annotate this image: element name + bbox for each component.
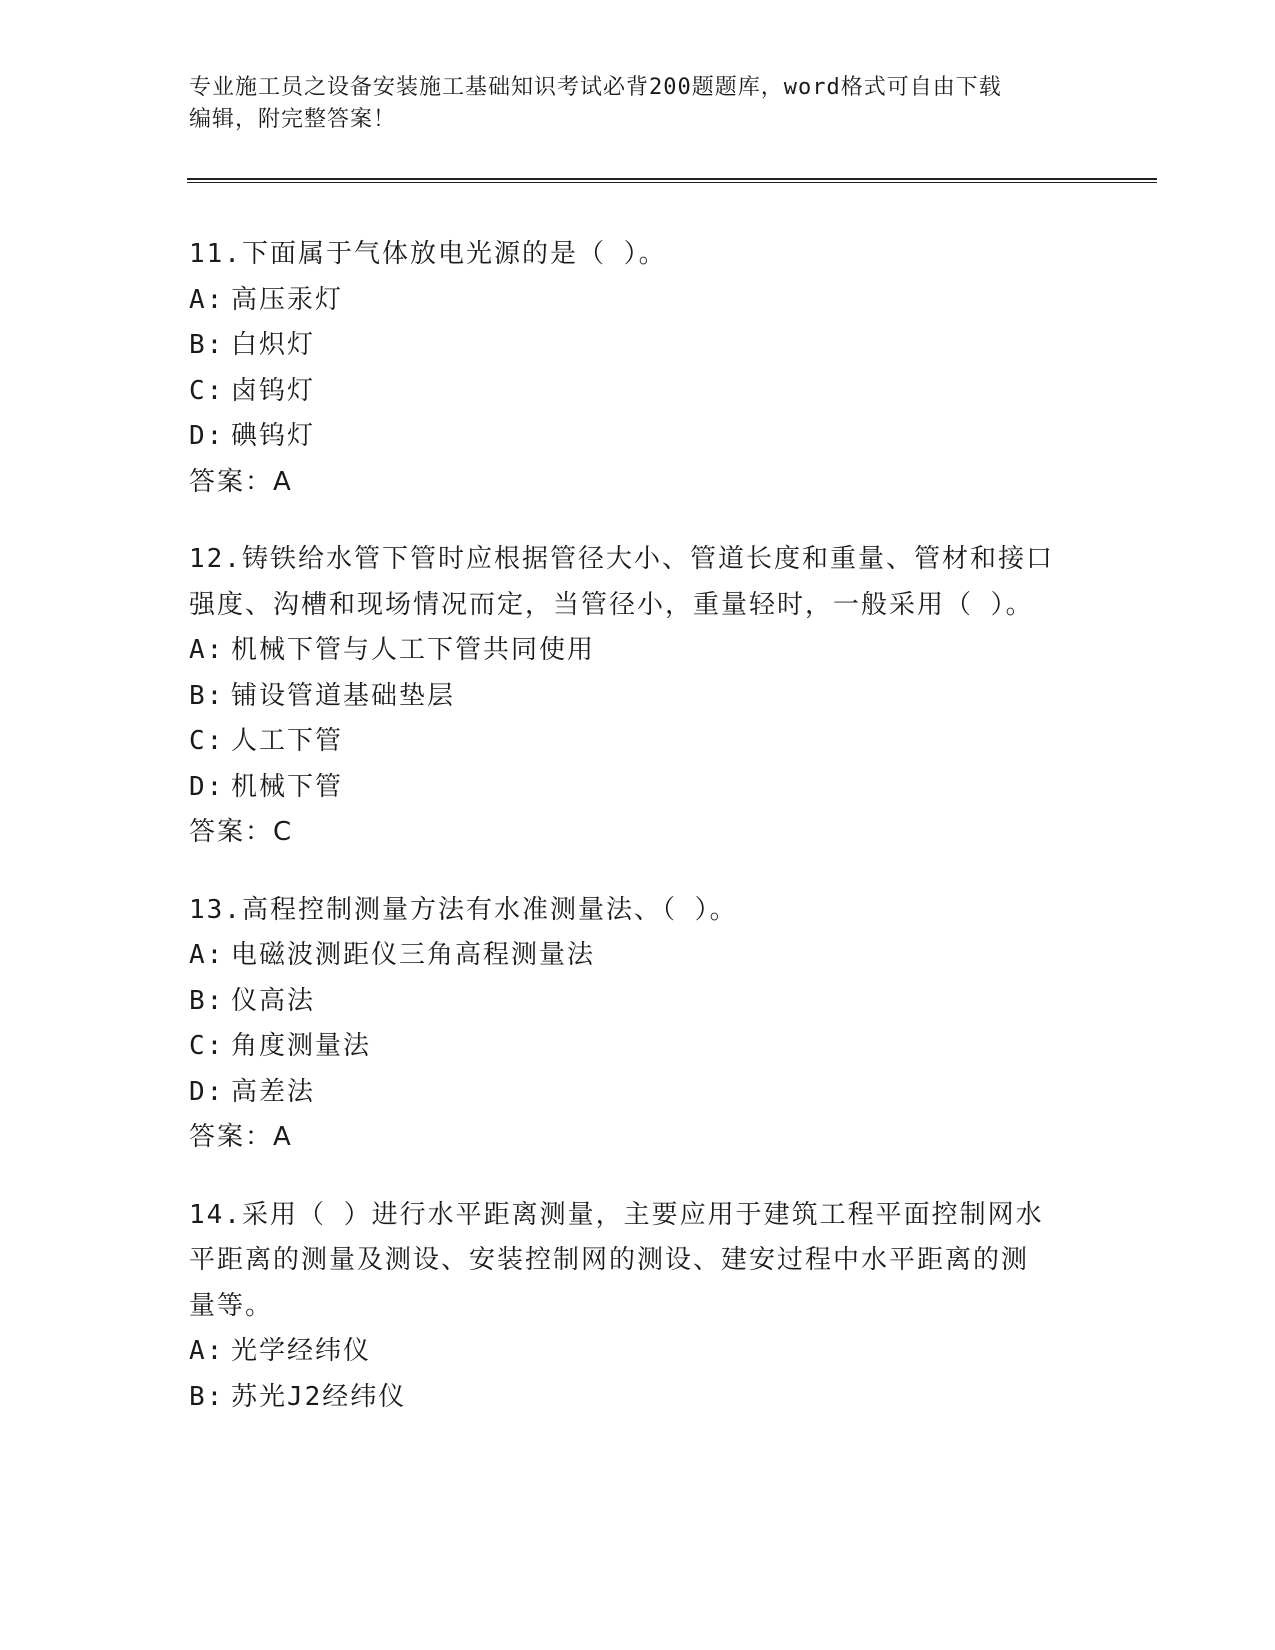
question-list: [189, 232, 1089, 1452]
option-text: 角度测量法: [231, 1031, 372, 1061]
option-text: 人工下管: [231, 726, 344, 756]
question-14: [189, 1193, 1089, 1421]
answer-line: [189, 1115, 1089, 1161]
option-c: [189, 369, 1089, 415]
option-letter: A:: [189, 940, 225, 970]
answer-value: A: [273, 1122, 291, 1152]
option-text: 苏光J2经纬仪: [231, 1381, 407, 1412]
question-text: 14.采用（ ）进行水平距离测量，主要应用于建筑工程平面控制网水: [189, 1199, 1044, 1230]
question-text: 11.下面属于气体放电光源的是（ ）。: [189, 239, 667, 269]
option-letter: B:: [189, 680, 225, 711]
question-text: 12.铸铁给水管下管时应根据管径大小、管道长度和重量、管材和接口: [189, 544, 1054, 574]
option-a: [189, 1329, 1089, 1375]
option-letter: B:: [189, 330, 225, 360]
option-text: 仪高法: [231, 985, 316, 1016]
option-text: 电磁波测距仪三角高程测量法: [231, 940, 596, 970]
option-text: 光学经纬仪: [231, 1336, 372, 1366]
option-letter: B:: [189, 985, 225, 1016]
question-11: [189, 232, 1089, 505]
option-letter: A:: [189, 284, 225, 315]
option-letter: C:: [189, 726, 225, 756]
option-text: 碘钨灯: [231, 421, 316, 451]
option-b: [189, 674, 1089, 720]
option-a: [189, 278, 1089, 324]
option-letter: D:: [189, 421, 225, 451]
answer-line: [189, 460, 1089, 506]
option-text: 高压汞灯: [231, 284, 344, 315]
answer-label: 答案：: [189, 1122, 274, 1152]
header-line-2: 编辑，附完整答案！: [189, 107, 397, 132]
header-line-1: 专业施工员之设备安装施工基础知识考试必背200题题库，word格式可自由下载: [189, 75, 1002, 100]
option-d: [189, 765, 1089, 811]
option-c: [189, 719, 1089, 765]
option-b: [189, 979, 1089, 1025]
option-letter: C:: [189, 1031, 225, 1061]
option-text: 白炽灯: [231, 330, 316, 360]
option-d: [189, 1070, 1089, 1116]
option-b: [189, 323, 1089, 369]
option-d: [189, 414, 1089, 460]
option-text: 机械下管: [231, 771, 344, 802]
option-text: 机械下管与人工下管共同使用: [231, 635, 596, 665]
option-letter: D:: [189, 771, 225, 802]
option-b: [189, 1375, 1089, 1421]
answer-line: [189, 810, 1089, 856]
question-12: [189, 537, 1089, 856]
question-text: 13.高程控制测量方法有水准测量法、（ ）。: [189, 894, 738, 925]
option-letter: A:: [189, 1336, 225, 1366]
option-letter: D:: [189, 1076, 225, 1107]
option-c: [189, 1024, 1089, 1070]
option-text: 铺设管道基础垫层: [231, 680, 456, 711]
option-letter: A:: [189, 635, 225, 665]
answer-value: C: [273, 817, 292, 847]
option-a: [189, 628, 1089, 674]
question-text: 强度、沟槽和现场情况而定，当管径小，重量轻时，一般采用（ ）。: [189, 589, 1034, 620]
option-text: 高差法: [231, 1076, 316, 1107]
question-text: 量等。: [189, 1290, 274, 1321]
question-text: 平距离的测量及测设、安装控制网的测设、建安过程中水平距离的测: [189, 1245, 1030, 1275]
question-13: [189, 888, 1089, 1161]
answer-label: 答案：: [189, 466, 274, 497]
document-header: [189, 72, 1089, 136]
answer-label: 答案：: [189, 817, 274, 847]
option-a: [189, 933, 1089, 979]
header-divider: [187, 178, 1157, 183]
option-text: 卤钨灯: [231, 375, 316, 406]
option-letter: B:: [189, 1381, 225, 1412]
answer-value: A: [273, 466, 291, 497]
option-letter: C:: [189, 375, 225, 406]
